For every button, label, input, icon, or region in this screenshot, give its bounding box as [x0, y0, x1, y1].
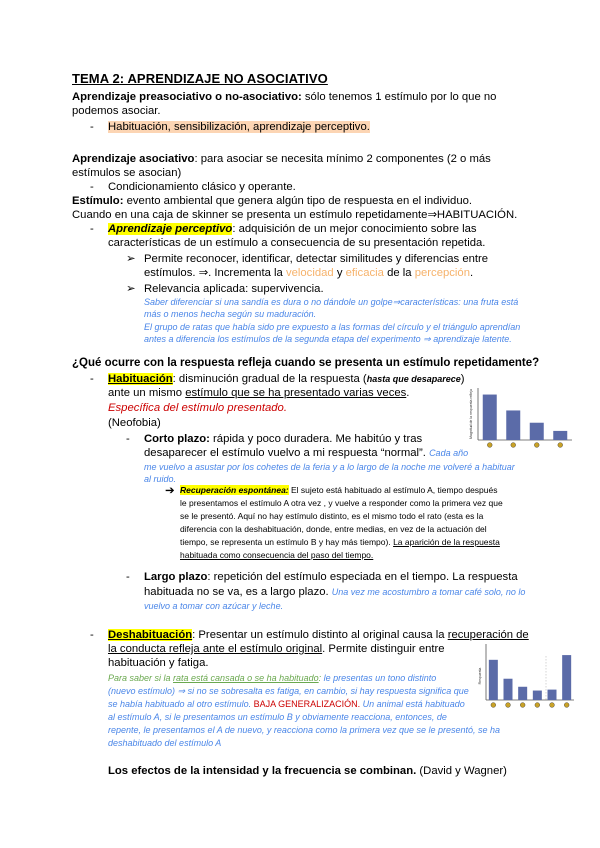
recuperacion-line-4: diferencia con la deshabituación, donde, entre medias, en vez de la actuación del: [180, 524, 487, 534]
habituacion-line-1: [108, 372, 465, 386]
habituacion-text-2b: estímulo que se ha presentado varias veces: [185, 387, 407, 399]
largo-text-2: habituada no se va, es a largo plazo.: [144, 586, 332, 598]
bell-icon: [564, 703, 569, 708]
preasociativo-line-2: podemos asociar.: [72, 105, 161, 117]
dishabituation-bar-chart: [478, 636, 578, 714]
dash-bullet: -: [90, 181, 94, 193]
dash-bullet: -: [90, 223, 94, 235]
perceptivo-sub2: Relevancia aplicada: supervivencia.: [144, 283, 324, 295]
deshabituacion-term: Deshabituación: [108, 629, 193, 641]
habituacion-line-2: [108, 386, 409, 400]
arrow-right-icon: ➔: [165, 485, 175, 497]
skinner-line: Cuando en una caja de skinner se presenta un estímulo repetidamente⇒HABITUACIÓN.: [72, 209, 518, 221]
dash-bullet: -: [126, 433, 130, 445]
recuperacion-text-5a: tiempo, se representa un estímulo B y hay más tiempo).: [180, 537, 394, 547]
corto-text-1: rápida y poco duradera. Me habitúo y tras: [209, 433, 423, 445]
asociativo-line-1: [72, 152, 491, 166]
question-heading: ¿Qué ocurre con la respuesta refleja cuando se presenta un estímulo repetidamente?: [72, 357, 540, 369]
chart-bar: [562, 655, 571, 700]
hasta-que-desaparece: hasta que desaparece: [366, 374, 461, 384]
chart-bar: [548, 690, 557, 700]
dash-bullet: -: [126, 571, 130, 583]
habituation-bar-chart: [468, 384, 578, 452]
dash-bullet: -: [90, 373, 94, 385]
largo-line-1: [144, 570, 518, 584]
habituacion-text-2c: .: [406, 387, 410, 399]
bell-icon: [535, 703, 540, 708]
perceptivo-example-1a: Saber diferenciar si una sandía es dura o no dándole un golpe⇒características: una fruta está: [144, 297, 519, 307]
neofobia-text: (Neofobia): [108, 417, 161, 429]
chart-bar: [504, 679, 513, 700]
deshabituacion-text-1u: recuperación de: [447, 629, 529, 641]
dash-bullet: -: [90, 121, 94, 133]
perceptivo-sub1-b: [144, 266, 473, 280]
bell-icon: [491, 703, 496, 708]
asociativo-term: Aprendizaje asociativo: [72, 153, 195, 165]
arrow-bullet-icon: ➢: [126, 253, 136, 265]
deshabituacion-example-1: [108, 671, 436, 685]
recuperacion-line-1: [180, 484, 498, 497]
dash-bullet: -: [90, 629, 94, 641]
corto-example-3: al ruido.: [144, 474, 177, 484]
recuperacion-line-6: habituada como consecuencia del paso del tiempo.: [180, 550, 374, 560]
chart-bar: [489, 660, 498, 700]
baja-generalizacion: BAJA GENERALIZACIÓN.: [253, 699, 361, 709]
deshabituacion-example-2: (nuevo estímulo) ⇒ si no se sobresalta es fatiga, en cambio, si hay respuesta significa que: [108, 686, 469, 696]
estimulo-term: Estímulo:: [72, 195, 124, 207]
largo-plazo-term: Largo plazo: [144, 571, 208, 583]
deshabituacion-example-4: al estímulo A, si le presentamos un estímulo B y obviamente reacciona, entonces, de: [108, 712, 447, 722]
deshabituacion-line-2: [108, 642, 445, 656]
recuperacion-text-5b: La aparición de la respuesta: [393, 537, 500, 547]
preasociativo-line-1: [72, 90, 496, 104]
recuperacion-line-2: le presentamos el estímulo A otra vez , y vuelve a responder como la primera vez que: [180, 498, 503, 508]
paren-close: ): [460, 373, 465, 385]
period: .: [469, 267, 474, 279]
bell-icon: [534, 443, 539, 448]
corto-line-1: [144, 432, 422, 446]
g1b-text: :: [318, 673, 324, 683]
perceptivo-example-2a: El grupo de ratas que había sido pre expuesto a las formas del círculo y el triángulo aprendían: [144, 322, 521, 332]
preasociativo-bullet: [108, 120, 370, 134]
chart-bar: [518, 687, 527, 700]
de-la-word: de la: [383, 267, 415, 279]
bell-icon: [506, 703, 511, 708]
chart2-ylabel: Respuesta: [478, 667, 482, 685]
efectos-bold: Los efectos de la intensidad y la frecuencia se combinan.: [108, 765, 417, 777]
habituacion-term: Habituación: [108, 373, 173, 385]
asociativo-line-2: estímulos se asocian): [72, 167, 182, 179]
asociativo-bullet: Condicionamiento clásico y operante.: [108, 181, 296, 193]
perceptivo-example-2b: antes a diferencia los estímulos de la segunda etapa del experimento ⇒ aprendizaje latente.: [144, 334, 512, 344]
asociativo-text-1: : para asociar se necesita mínimo 2 componentes (2 o más: [194, 153, 491, 165]
chart-bar: [530, 423, 544, 440]
perceptivo-text-1: : adquisición de un mejor conocimiento sobre las: [232, 223, 477, 235]
perceptivo-line-1: [108, 222, 477, 236]
perceptivo-sub1-b-text: estímulos. ⇒. Incrementa la: [144, 267, 286, 279]
corto-text-2: desaparecer el estímulo vuelvo a mi respuesta “normal”.: [144, 447, 430, 459]
y-word: y: [333, 267, 346, 279]
largo-line-2: [144, 585, 525, 599]
bell-icon: [511, 443, 516, 448]
deshabituacion-line-3: habituación y fatiga.: [108, 657, 209, 669]
bell-icon: [550, 703, 555, 708]
bell-icon: [558, 443, 563, 448]
largo-text-1: : repetición del estímulo especiada en el tiempo. La respuesta: [207, 571, 518, 583]
deshabituacion-text-2u: la conducta refleja ante el estímulo original: [108, 643, 323, 655]
percepcion-word: percepción: [414, 267, 470, 279]
deshabituacion-text-2: . Permite distinguir entre: [322, 643, 445, 655]
estimulo-line: [72, 194, 472, 208]
largo-example-1: Una vez me acostumbro a tomar café solo, no lo: [331, 587, 526, 597]
g1a-text: Para saber si la: [108, 673, 174, 683]
bell-icon: [487, 443, 492, 448]
recuperacion-text-1: El sujeto está habituado al estímulo A, tiempo después: [288, 485, 498, 495]
chart-bar: [506, 410, 520, 440]
corto-plazo-term: Corto plazo:: [144, 433, 210, 445]
preasociativo-bullet-text: Habituación, sensibilización, aprendizaje perceptivo.: [108, 121, 370, 133]
eficacia-word: eficacia: [345, 267, 384, 279]
g3a-text: se había habituado al otro estímulo.: [108, 699, 254, 709]
corto-example-1: Cada año: [429, 448, 469, 458]
efectos-text: (David y Wagner): [416, 765, 507, 777]
recuperacion-line-3: se le presentó. Aquí no hay estímulo distinto, es el mismo todo el rato (esta es la: [180, 511, 484, 521]
perceptivo-term: Aprendizaje perceptivo: [108, 223, 233, 235]
deshabituacion-text-1: : Presentar un estímulo distinto al original causa la: [192, 629, 448, 641]
perceptivo-example-1b: más o menos hecha según su maduración.: [144, 309, 317, 319]
page-title: TEMA 2: APRENDIZAJE NO ASOCIATIVO: [72, 71, 328, 86]
corto-line-2: [144, 446, 468, 460]
chart-bar: [483, 395, 497, 440]
corto-example-2: me vuelvo a asustar por los cohetes de la feria y a lo largo de la noche me volveré a habituar: [144, 462, 515, 472]
preasociativo-term: Aprendizaje preasociativo o no-asociativo:: [72, 91, 302, 103]
arrow-bullet-icon: ➢: [126, 283, 136, 295]
perceptivo-line-2: características de un estímulo a consecuencia de su presentación repetida.: [108, 237, 486, 249]
g1-blue-text: le presentas un tono distinto: [323, 673, 437, 683]
deshabituacion-example-6: deshabituado del estímulo A: [108, 738, 222, 748]
habituacion-text-1: : disminución gradual de la respuesta (: [172, 373, 367, 385]
chart-bar: [553, 431, 567, 440]
deshabituacion-line-1: [108, 628, 529, 642]
especifica-text: Específica del estímulo presentado.: [108, 402, 287, 414]
velocidad-word: velocidad: [285, 267, 334, 279]
efectos-line: [108, 764, 507, 778]
perceptivo-sub1-a: Permite reconocer, identificar, detectar similitudes y diferencias entre: [144, 253, 489, 265]
g1u-text: rata está cansada o se ha habituado: [173, 673, 319, 683]
chart1-ylabel: Magnitud de la respuesta refleja: [469, 389, 473, 439]
recuperacion-term: Recuperación espontánea:: [180, 485, 289, 495]
recuperacion-line-5: [180, 536, 500, 549]
bell-icon: [520, 703, 525, 708]
g3b-text: Un animal está habituado: [360, 699, 465, 709]
habituacion-text-2a: ante un mismo: [108, 387, 186, 399]
preasociativo-text-1: sólo tenemos 1 estímulo por lo que no: [301, 91, 497, 103]
deshabituacion-example-5: repente, le presentamos el A de nuevo, y reacciona como la primera vez que se le presentó, se ha: [108, 725, 501, 735]
deshabituacion-example-3: [108, 697, 465, 711]
largo-example-2: vuelvo a tomar con azúcar y leche.: [144, 601, 284, 611]
chart-bar: [533, 691, 542, 700]
estimulo-text: evento ambiental que genera algún tipo de respuesta en el individuo.: [123, 195, 473, 207]
